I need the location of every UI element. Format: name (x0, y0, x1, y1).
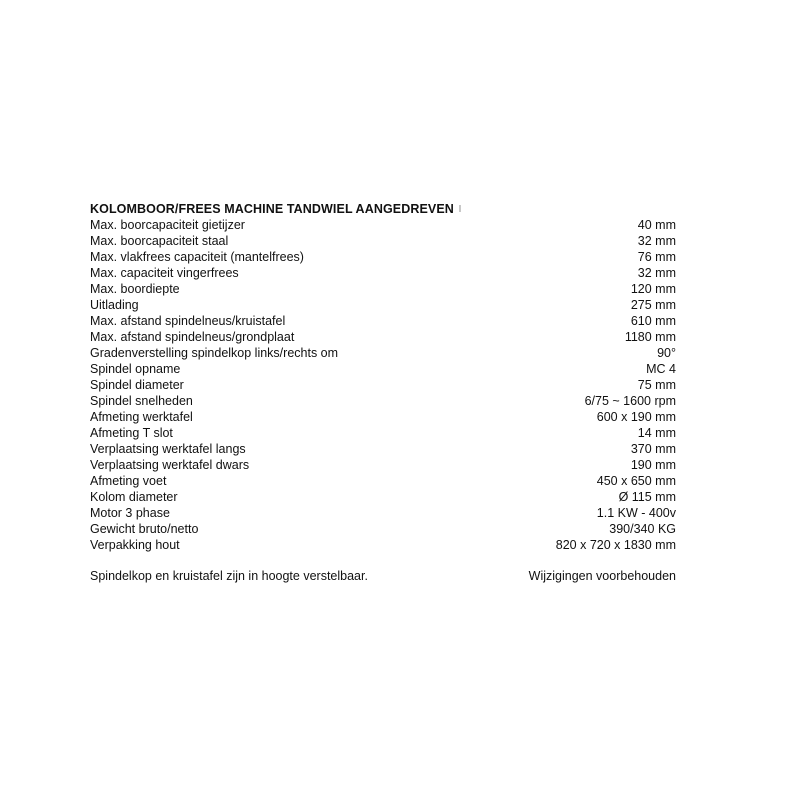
spec-label: Max. boordiepte (90, 282, 180, 296)
spec-row (90, 313, 680, 329)
spec-value: 14 mm (637, 426, 676, 440)
spec-value: 370 mm (630, 442, 676, 456)
spec-row (90, 377, 680, 393)
spec-label: Gewicht bruto/netto (90, 522, 199, 536)
spec-row (90, 505, 680, 521)
spec-label: Max. boorcapaciteit staal (90, 234, 229, 248)
spec-label: Afmeting T slot (90, 426, 173, 440)
spec-value: 820 x 720 x 1830 mm (555, 538, 676, 552)
spec-label: Max. vlakfrees capaciteit (mantelfrees) (90, 250, 304, 264)
spec-row (90, 217, 680, 233)
title-text: KOLOMBOOR/FREES MACHINE TANDWIEL AANGEDREVEN (90, 202, 454, 216)
spec-row (90, 425, 680, 441)
spec-label: Verpakking hout (90, 538, 180, 552)
spec-row (90, 297, 680, 313)
spec-value: 32 mm (637, 234, 676, 248)
spec-label: Verplaatsing werktafel dwars (90, 458, 250, 472)
spec-value: 275 mm (630, 298, 676, 312)
spec-value: 190 mm (630, 458, 676, 472)
spec-row (90, 457, 680, 473)
spec-row (90, 249, 680, 265)
spec-label: Max. afstand spindelneus/kruistafel (90, 314, 286, 328)
spec-row (90, 521, 680, 537)
footer (90, 568, 680, 584)
spec-row (90, 441, 680, 457)
spec-value: 32 mm (637, 266, 676, 280)
footer-disclaimer: Wijzigingen voorbehouden (528, 569, 676, 583)
spec-label: Spindel opname (90, 362, 181, 376)
spec-value: 450 x 650 mm (596, 474, 676, 488)
spec-value: 120 mm (630, 282, 676, 296)
spec-value: 1180 mm (624, 330, 676, 344)
spec-value: 390/340 KG (609, 522, 676, 536)
spec-value: 90° (657, 346, 676, 360)
spec-row (90, 265, 680, 281)
spec-sheet (90, 201, 680, 584)
spec-label: Verplaatsing werktafel langs (90, 442, 246, 456)
spec-label: Afmeting werktafel (90, 410, 193, 424)
spec-row (90, 361, 680, 377)
spec-row (90, 473, 680, 489)
footer-note: Spindelkop en kruistafel zijn in hoogte verstelbaar. (90, 569, 368, 583)
spec-label: Max. boorcapaciteit gietijzer (90, 218, 245, 232)
spec-row (90, 409, 680, 425)
title-edge-mark (459, 205, 461, 212)
spec-value: 600 x 190 mm (596, 410, 676, 424)
spec-label: Uitlading (90, 298, 139, 312)
spec-value: MC 4 (646, 362, 676, 376)
spec-value: 75 mm (637, 378, 676, 392)
document-title (90, 201, 680, 217)
spec-list (90, 217, 680, 553)
spec-label: Gradenverstelling spindelkop links/rechts om (90, 346, 339, 360)
spec-row (90, 537, 680, 553)
spec-label: Spindel diameter (90, 378, 184, 392)
spec-row (90, 489, 680, 505)
spec-row (90, 329, 680, 345)
spec-label: Max. afstand spindelneus/grondplaat (90, 330, 295, 344)
spec-value: 610 mm (630, 314, 676, 328)
spec-label: Spindel snelheden (90, 394, 193, 408)
spec-label: Afmeting voet (90, 474, 167, 488)
spec-value: Ø 115 mm (618, 490, 676, 504)
spec-row (90, 281, 680, 297)
spec-value: 1.1 KW - 400v (596, 506, 676, 520)
spec-value: 40 mm (637, 218, 676, 232)
spec-value: 76 mm (637, 250, 676, 264)
spec-label: Max. capaciteit vingerfrees (90, 266, 239, 280)
spec-row (90, 233, 680, 249)
spec-value: 6/75 ~ 1600 rpm (584, 394, 676, 408)
spec-row (90, 393, 680, 409)
spec-label: Kolom diameter (90, 490, 178, 504)
spec-label: Motor 3 phase (90, 506, 170, 520)
spec-row (90, 345, 680, 361)
